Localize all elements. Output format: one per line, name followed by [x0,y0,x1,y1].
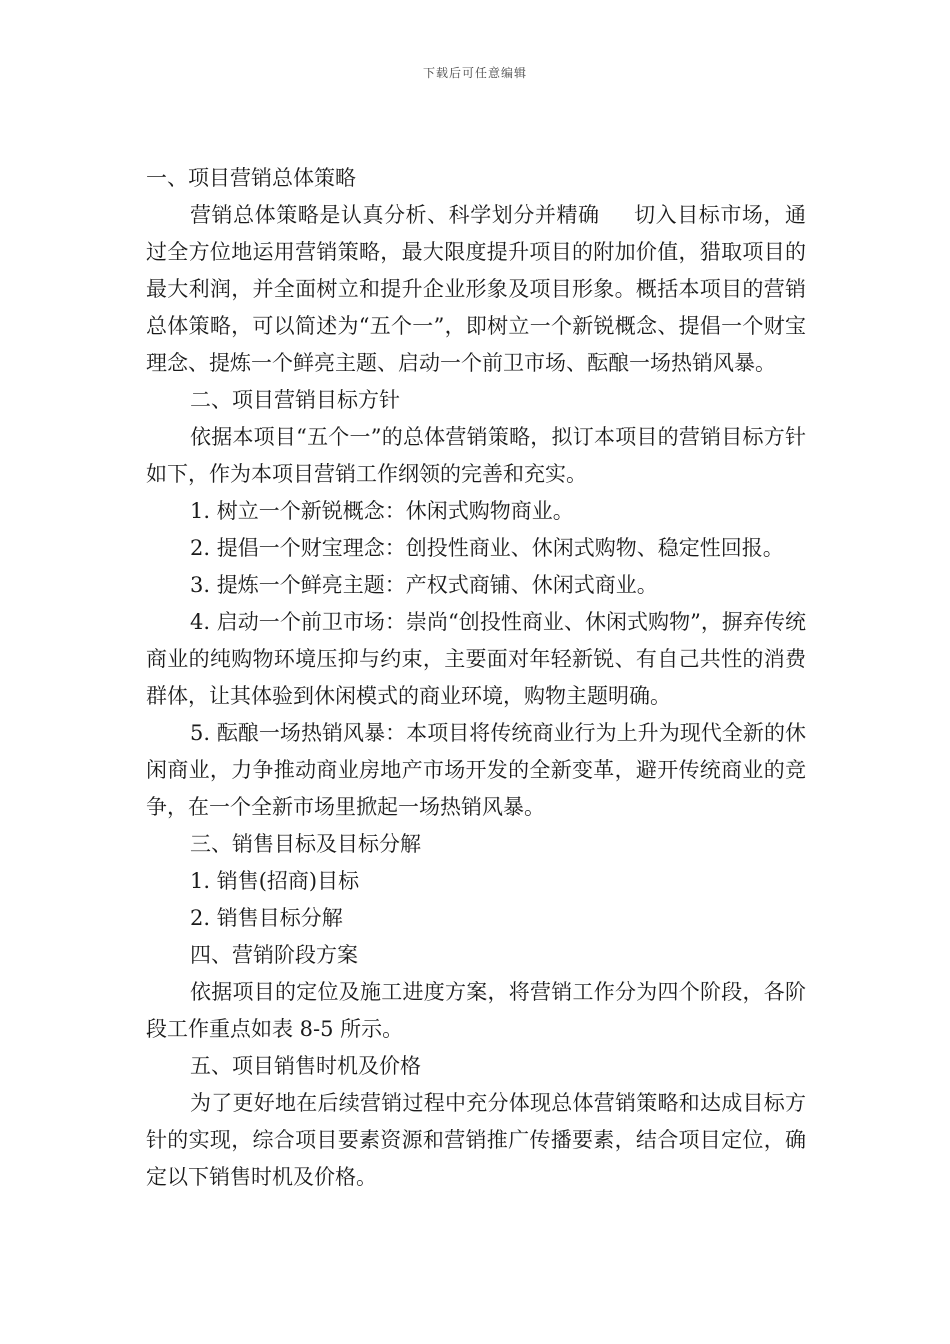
list-item-4: 4. 启动一个前卫市场：崇尚“创投性商业、休闲式购物”，摒弃传统商业的纯购物环境压抑与约束，主要面对年轻新锐、有自己共性的消费群体，让其体验到休闲模式的商业环境，购物主题明确。 [146,610,806,708]
document-body [146,160,806,1196]
sales-target-item-1: 1. 销售(招商)目标 [190,869,360,893]
paragraph-overall-strategy-part2: 切入目标市场，通过全方位地运用营销策略，最大限度提升项目的附加价值，猎取项目的最大利润，并全面树立和提升企业形象及项目形象。概括本项目的营销总体策略，可以简述为“五个一”，即树立一个新锐概念、提倡一个财宝理念、提炼一个鲜亮主题、启动一个前卫市场、酝酿一场热销风暴。 [146,203,807,375]
list-item-2: 2. 提倡一个财宝理念：创投性商业、休闲式购物、稳定性回报。 [190,536,784,560]
paragraph-overall-strategy-part1: 营销总体策略是认真分析、科学划分并精确 [190,203,600,227]
section-heading-1: 一、项目营销总体策略 [146,166,356,190]
paragraph-sales-timing: 为了更好地在后续营销过程中充分体现总体营销策略和达成目标方针的实现，综合项目要素资源和营销推广传播要素，结合项目定位，确定以下销售时机及价格。 [146,1091,806,1189]
section-heading-5: 五、项目销售时机及价格 [190,1054,421,1078]
paragraph-target-policy: 依据本项目“五个一”的总体营销策略，拟订本项目的营销目标方针如下，作为本项目营销工作纲领的完善和充实。 [146,425,806,486]
section-heading-4: 四、营销阶段方案 [190,943,358,967]
section-heading-3: 三、销售目标及目标分解 [190,832,421,856]
paragraph-marketing-stages: 依据项目的定位及施工进度方案，将营销工作分为四个阶段，各阶段工作重点如表 8-5 所示。 [146,980,806,1041]
list-item-3: 3. 提炼一个鲜亮主题：产权式商铺、休闲式商业。 [190,573,658,597]
paragraph-overall-strategy [146,197,806,382]
header-note: 下载后可任意编辑 [422,66,527,80]
list-item-1: 1. 树立一个新锐概念：休闲式购物商业。 [190,499,574,523]
list-item-5: 5. 酝酿一场热销风暴：本项目将传统商业行为上升为现代全新的休闲商业，力争推动商业房地产市场开发的全新变革，避开传统商业的竞争，在一个全新市场里掀起一场热销风暴。 [146,721,806,819]
section-heading-2: 二、项目营销目标方针 [190,388,400,412]
sales-target-item-2: 2. 销售目标分解 [190,906,343,930]
